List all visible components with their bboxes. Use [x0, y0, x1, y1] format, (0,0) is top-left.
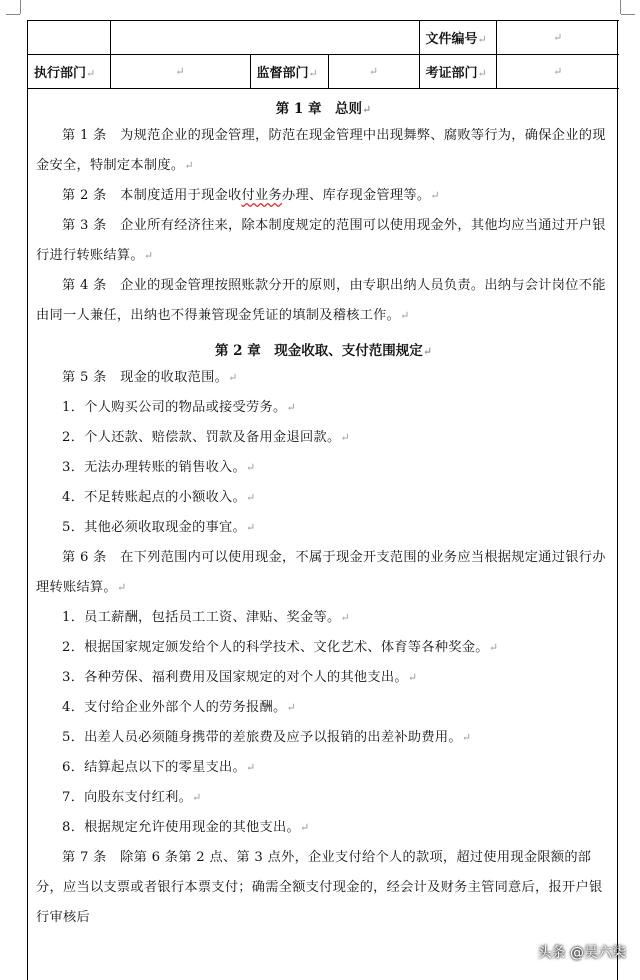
list-item: 2．个人还款、赔偿款、罚款及备用金退回款。↵ [62, 430, 350, 445]
verify-dept-label: 考证部门↵ [419, 55, 496, 89]
list-item: 5．其他必须收取现金的事宜。↵ [62, 520, 256, 535]
list-item: 3．无法办理转账的销售收入。↵ [62, 460, 256, 475]
file-no-value[interactable]: ↵ [496, 21, 619, 55]
verify-dept-value[interactable]: ↵ [496, 55, 619, 89]
document-page [27, 20, 618, 980]
chapter-title: 第 2 章 现金收取、支付范围规定↵ [214, 343, 432, 359]
list-item: 2．根据国家规定颁发给个人的科学技术、文化艺术、体育等各种奖金。↵ [62, 640, 499, 655]
crop-mark [6, 14, 20, 15]
article-paragraph: 第 1 条 为规范企业的现金管理，防范在现金管理中出现舞弊、腐败等行为，确保企业的现金安全，特制定本制度。↵ [36, 128, 606, 173]
watermark: 头条 @吴六柒 [537, 945, 626, 961]
document-body [28, 97, 617, 933]
blank-cell [28, 21, 110, 55]
exec-dept-value[interactable]: ↵ [110, 55, 250, 89]
article-paragraph: 第 5 条 现金的收取范围。↵ [62, 370, 238, 385]
exec-dept-label: 执行部门↵ [28, 55, 110, 89]
crop-mark [621, 14, 635, 15]
supervise-dept-value[interactable]: ↵ [328, 55, 419, 89]
article-paragraph: 第 4 条 企业的现金管理按照账款分开的原则，由专职出纳人员负责。出纳与会计岗位不能由同一人兼任，出纳也不得兼管现金凭证的填制及稽核工作。↵ [36, 278, 606, 323]
list-item: 8．根据规定允许使用现金的其他支出。↵ [62, 820, 310, 835]
list-item: 1．个人购买公司的物品或接受劳务。↵ [62, 400, 297, 415]
supervise-dept-label: 监督部门↵ [250, 55, 328, 89]
list-item: 5．出差人员必须随身携带的差旅费及应予以报销的出差补助费用。↵ [62, 730, 472, 745]
article-paragraph: 第 3 条 企业所有经济往来，除本制度规定的范围可以使用现金外，其他均应当通过开户银行进行转账结算。↵ [36, 218, 606, 263]
list-item: 4．支付给企业外部个人的劳务报酬。↵ [62, 700, 297, 715]
list-item: 3．各种劳保、福利费用及国家规定的对个人的其他支出。↵ [62, 670, 418, 685]
header-table [28, 20, 619, 89]
list-item: 4．不足转账起点的小额收入。↵ [62, 490, 256, 505]
file-no-label: 文件编号↵ [419, 21, 496, 55]
crop-mark [620, 0, 621, 14]
chapter-title: 第 1 章 总则↵ [275, 101, 372, 117]
spellcheck-underline: 付业务 [241, 188, 283, 203]
list-item: 1．员工薪酬，包括员工工资、津贴、奖金等。↵ [62, 610, 350, 625]
list-item: 7．向股东支付红利。↵ [62, 790, 202, 805]
article-paragraph: 第 6 条 在下列范围内可以使用现金，不属于现金开支范围的业务应当根据规定通过银行办理转账结算。↵ [36, 550, 606, 595]
article-paragraph: 第 2 条 本制度适用于现金收付业务办理、库存现金管理等。↵ [62, 188, 440, 203]
crop-mark [20, 0, 21, 14]
article-paragraph: 第 7 条 除第 6 条第 2 点、第 3 点外，企业支付给个人的款项，超过使用现金限额的部分，应当以支票或者银行本票支付；确需全额支付现金的，经会计及财务主管同意后，报开户银行审核后 [36, 850, 603, 925]
list-item: 6．结算起点以下的零星支出。↵ [62, 760, 256, 775]
blank-cell [110, 21, 419, 55]
